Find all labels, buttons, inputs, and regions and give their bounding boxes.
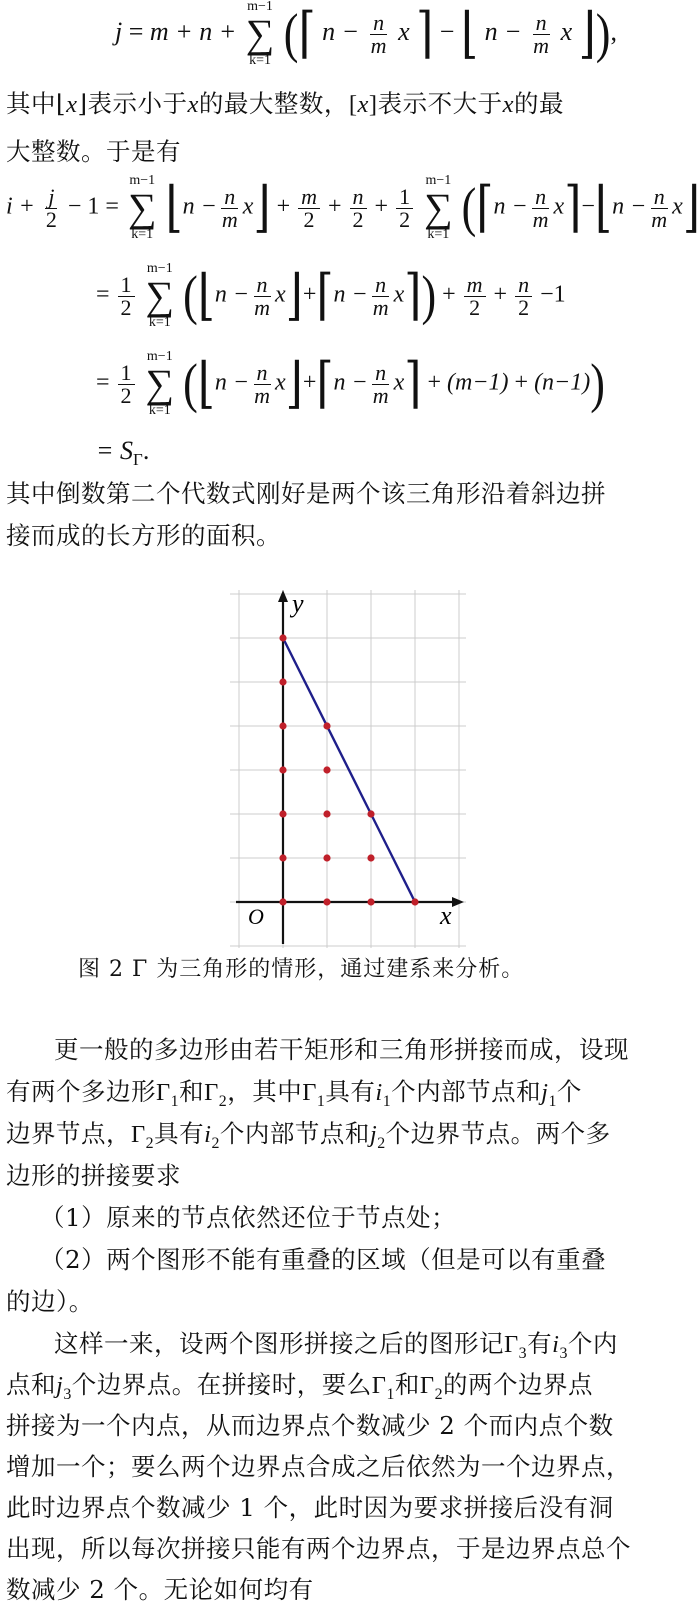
p2-line-4: 增加一个；要么两个边界点合成之后依然为一个边界点，: [6, 1452, 631, 1481]
lattice-point: [279, 678, 286, 685]
p2-line-1: 这样一来，设两个图形拼接之后的图形记$\Gamma_3$有$i_3$个内: [54, 1329, 618, 1362]
list-item-1: （1）原来的节点依然还位于节点处；: [40, 1203, 457, 1232]
lattice-point: [279, 898, 286, 905]
equation-2: i + $\frac{j}{2}$ − 1 = m−1 ∑ k=1 ⌊n − $\frac{n}{m}$ x⌋ + $\frac{m}{2}$ + $\frac{n}{2}$ + $\frac{1}{2}$ m−1 ∑ k=1 (⌈n − $\frac{n}{m}$ x⌉−⌊n − $\frac{n}{m}$ x⌋: [6, 173, 700, 242]
text-line-2: 大整数。于是有: [6, 137, 181, 166]
x-axis-arrow: [452, 897, 464, 907]
equation-3: = $\frac{1}{2}$ m−1 ∑ k=1 (⌊n − $\frac{n}{m}$ x⌋+⌈n − $\frac{n}{m}$ x⌉) + $\frac{m}{2}$ + $\frac{n}{2}$ −1: [96, 261, 566, 330]
p1-line-3: 边界节点，$\Gamma_2$具有$i_2$个内部节点和$j_2$个边界节点。两个多: [6, 1119, 611, 1152]
axis-y-label: y: [292, 589, 304, 618]
lattice-point: [323, 766, 330, 773]
lattice-point: [279, 634, 286, 641]
lattice-point: [367, 854, 374, 861]
lattice-point: [367, 898, 374, 905]
p2-line-2: 点和$j_3$个边界点。在拼接时，要么$\Gamma_1$和$\Gamma_2$的两个边界点: [6, 1370, 594, 1403]
figure-axes: [236, 590, 464, 944]
lattice-point: [323, 854, 330, 861]
equation-4: = $\frac{1}{2}$ m−1 ∑ k=1 (⌊n − $\frac{n}{m}$ x⌋+⌈n − $\frac{n}{m}$ x⌉ + (m−1) + (n−1)): [96, 349, 605, 418]
equation-5: = $S_\Gamma$.: [96, 436, 150, 470]
axis-x-label: x: [440, 901, 452, 930]
paragraph-after-line-1: 其中倒数第二个代数式刚好是两个该三角形沿着斜边拼: [6, 479, 606, 508]
p2-line-3: 拼接为一个内点，从而边界点个数减少 2 个而内点个数: [6, 1411, 614, 1440]
p1-line-4: 边形的拼接要求: [6, 1161, 181, 1190]
y-axis-arrow: [278, 590, 288, 602]
triangle-lattice-figure: [226, 584, 472, 950]
list-item-2-cont: 的边）。: [6, 1287, 94, 1316]
list-item-2: （2）两个图形不能有重叠的区域（但是可以有重叠: [40, 1245, 607, 1274]
p2-line-7: 数减少 2 个。无论如何均有: [6, 1575, 314, 1604]
lattice-point: [279, 766, 286, 773]
lattice-point: [323, 722, 330, 729]
lattice-point: [279, 722, 286, 729]
lattice-point: [279, 810, 286, 817]
p1-line-1: 更一般的多边形由若干矩形和三角形拼接而成，设现: [54, 1035, 629, 1064]
p1-line-2: 有两个多边形$\Gamma_1$和$\Gamma_2$，其中$\Gamma_1$具有$i_1$个内部节点和$j_1$个: [6, 1077, 582, 1110]
lattice-point: [323, 810, 330, 817]
text-line-floor-def: 其中⌊x⌋表示小于x的最大整数，[x]表示不大于x的最: [6, 89, 564, 118]
lattice-point: [323, 898, 330, 905]
eq1-sum: m−1 ∑ k=1: [245, 0, 275, 68]
paragraph-after-line-2: 接而成的长方形的面积。: [6, 521, 281, 550]
lattice-point: [279, 854, 286, 861]
p2-line-6: 出现，所以每次拼接只能有两个边界点，于是边界点总个: [6, 1534, 631, 1563]
figure-caption: 图 2 Γ 为三角形的情形，通过建系来分析。: [78, 957, 525, 982]
eq1-rhs: m + n +: [149, 16, 237, 46]
equation-1: j = m + n + m−1 ∑ k=1 (⌈ n − $\frac{n}{m}$ x ⌉ − ⌊ n − $\frac{n}{m}$ x ⌋),: [115, 0, 617, 68]
lattice-point: [411, 898, 418, 905]
lattice-point: [367, 810, 374, 817]
p2-line-5: 此时边界点个数减少 1 个，此时因为要求拼接后没有洞: [6, 1493, 614, 1522]
origin-label: O: [248, 904, 264, 929]
eq1-lhs: j: [115, 16, 123, 46]
